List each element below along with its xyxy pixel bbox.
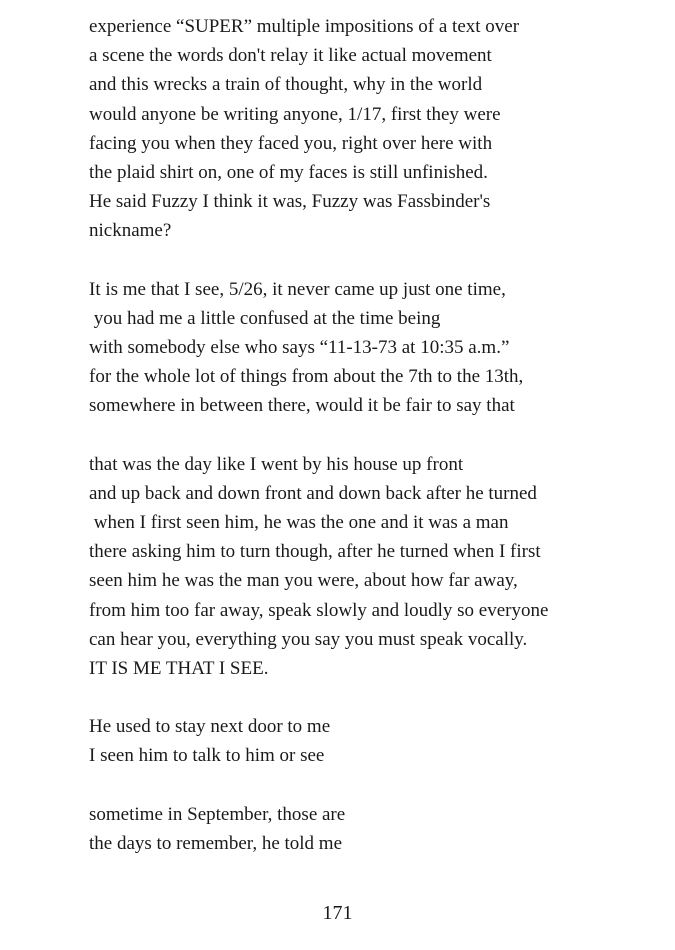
poem-line: and up back and down front and down back after he turned	[89, 482, 537, 504]
poem-line: the plaid shirt on, one of my faces is still unfinished.	[89, 162, 488, 184]
page-number: 171	[322, 902, 353, 924]
poem-line: IT IS ME THAT I SEE.	[89, 658, 269, 680]
poem-line: facing you when they faced you, right over here with	[89, 132, 493, 154]
poem-line: from him too far away, speak slowly and loudly so everyone	[89, 599, 549, 621]
poem-line: seen him he was the man you were, about how far away,	[89, 570, 518, 592]
poem-line: somewhere in between there, would it be fair to say that	[89, 395, 515, 417]
poem-line: would anyone be writing anyone, 1/17, first they were	[89, 103, 501, 125]
poem-line: He said Fuzzy I think it was, Fuzzy was Fassbinder's	[89, 191, 491, 213]
stanza-5	[89, 800, 659, 858]
poem-line: you had me a little confused at the time being	[89, 307, 441, 329]
poem-line: sometime in September, those are	[89, 803, 346, 825]
poem-line: the days to remember, he told me	[89, 832, 343, 854]
stanza-3	[89, 450, 659, 684]
poem-line: that was the day like I went by his house up front	[89, 453, 464, 475]
poem-line: with somebody else who says “11-13-73 at 10:35 a.m.”	[89, 337, 510, 359]
poem-line: for the whole lot of things from about the 7th to the 13th,	[89, 366, 524, 388]
poem-line: It is me that I see, 5/26, it never came up just one time,	[89, 278, 506, 300]
poem-line: experience “SUPER” multiple impositions of a text over	[89, 16, 520, 37]
poem-line: nickname?	[89, 220, 172, 242]
stanza-2	[89, 275, 659, 421]
poem-line: and this wrecks a train of thought, why in the world	[89, 74, 483, 96]
poem-line: a scene the words don't relay it like actual movement	[89, 45, 492, 67]
poem-line: I seen him to talk to him or see	[89, 745, 325, 767]
poem-line: when I first seen him, he was the one and it was a man	[89, 512, 509, 534]
poem-body	[89, 12, 659, 887]
stanza-1	[89, 12, 659, 246]
poem-line: there asking him to turn though, after he turned when I first	[89, 541, 541, 563]
poem-line: He used to stay next door to me	[89, 716, 331, 738]
poem-line: can hear you, everything you say you must speak vocally.	[89, 628, 528, 650]
stanza-4	[89, 712, 659, 770]
